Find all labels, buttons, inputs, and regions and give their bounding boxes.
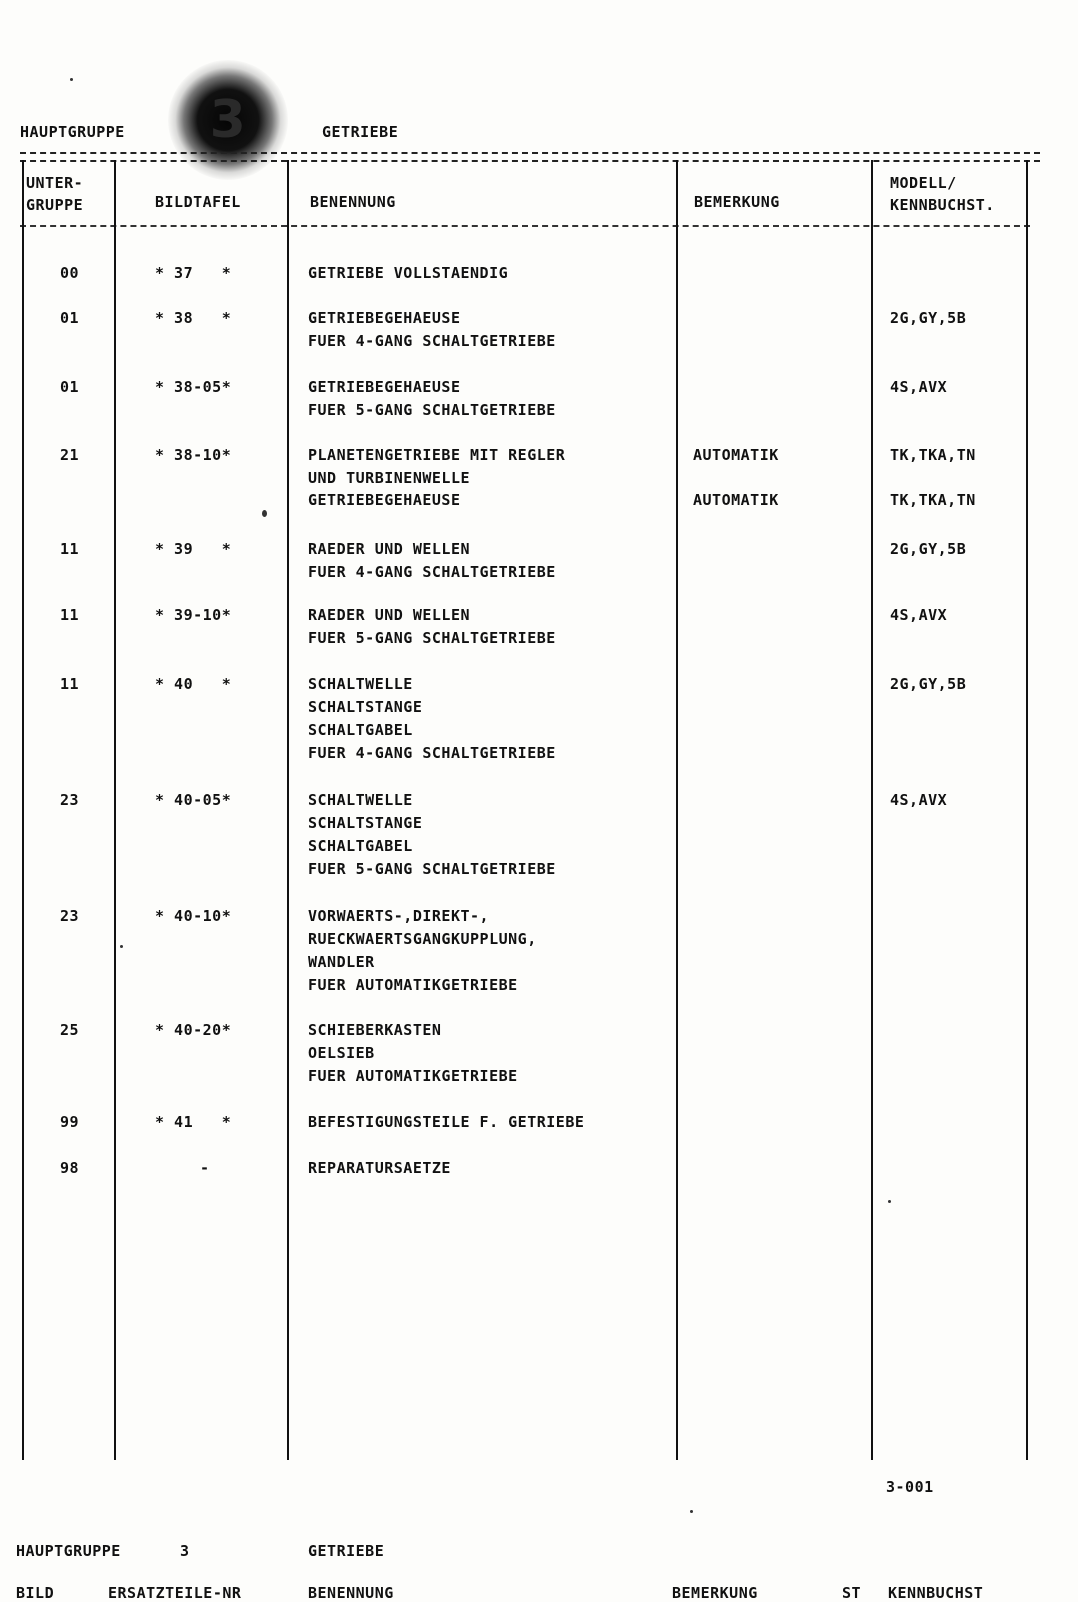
table-row-benennung-line: FUER 4-GANG SCHALTGETRIEBE	[308, 332, 556, 350]
table-row-bildtafel: * 38-05*	[155, 378, 232, 396]
col-header-benennung: BENENNUNG	[310, 193, 396, 211]
table-row-bildtafel: * 40-20*	[155, 1021, 232, 1039]
col-header-untergruppe	[26, 172, 83, 216]
table-rule-right	[1026, 160, 1028, 1460]
col-header-modell	[890, 172, 995, 216]
col-header-modell-line2: KENNBUCHST.	[890, 196, 995, 214]
table-row-bildtafel: * 39-10*	[155, 606, 232, 624]
footer-col-bild: BILD	[16, 1584, 55, 1602]
footer-col-bemerkung: BEMERKUNG	[672, 1584, 758, 1602]
table-row-benennung-line: FUER 5-GANG SCHALTGETRIEBE	[308, 401, 556, 419]
table-row-benennung-line: SCHALTSTANGE	[308, 814, 423, 832]
table-row-gruppe: 01	[60, 309, 80, 327]
table-row-benennung-line: SCHALTGABEL	[308, 721, 413, 739]
scan-speck	[888, 1200, 891, 1203]
table-row-benennung-line: FUER 5-GANG SCHALTGETRIEBE	[308, 629, 556, 647]
table-row-gruppe: 23	[60, 791, 80, 809]
table-row-gruppe: 99	[60, 1113, 80, 1131]
table-row-bildtafel: * 37 *	[155, 264, 232, 282]
table-row-benennung-line: SCHIEBERKASTEN	[308, 1021, 442, 1039]
table-row-modell: 2G,GY,5B	[890, 675, 967, 693]
scan-speck	[262, 510, 267, 517]
table-row-benennung-line: FUER AUTOMATIKGETRIEBE	[308, 976, 518, 994]
table-row-benennung-line: RAEDER UND WELLEN	[308, 540, 471, 558]
table-row-benennung-line: UND TURBINENWELLE	[308, 469, 471, 487]
table-row-gruppe: 21	[60, 446, 80, 464]
table-row-benennung-line: GETRIEBEGEHAEUSE	[308, 309, 461, 327]
header-dashed-rule	[20, 225, 1030, 227]
footer-group-number: 3	[180, 1542, 190, 1560]
table-row-benennung-line: SCHALTWELLE	[308, 791, 413, 809]
col-header-untergruppe-line2: GRUPPE	[26, 196, 84, 214]
table-row-modell: TK,TKA,TN	[890, 446, 976, 464]
footer-group-label: HAUPTGRUPPE	[16, 1542, 121, 1560]
table-row-benennung-line: PLANETENGETRIEBE MIT REGLER	[308, 446, 566, 464]
header-double-rule	[20, 152, 1040, 162]
table-row-gruppe: 11	[60, 675, 80, 693]
table-row-modell: TK,TKA,TN	[890, 491, 976, 509]
table-row-modell: 4S,AVX	[890, 378, 948, 396]
table-row-benennung-line: SCHALTGABEL	[308, 837, 413, 855]
table-row-bildtafel: * 38 *	[155, 309, 232, 327]
table-row-modell: 4S,AVX	[890, 606, 948, 624]
table-row-benennung-line: GETRIEBEGEHAEUSE	[308, 378, 461, 396]
table-row-modell: 2G,GY,5B	[890, 309, 967, 327]
table-row-benennung-line: WANDLER	[308, 953, 375, 971]
table-rule-1	[114, 160, 116, 1460]
table-row-benennung-line: FUER 4-GANG SCHALTGETRIEBE	[308, 744, 556, 762]
table-row-gruppe: 00	[60, 264, 80, 282]
col-header-modell-line1: MODELL/	[890, 174, 957, 192]
table-row-benennung-line: GETRIEBE VOLLSTAENDIG	[308, 264, 509, 282]
table-row-modell: 2G,GY,5B	[890, 540, 967, 558]
footer-group-title: GETRIEBE	[308, 1542, 385, 1560]
table-row-bildtafel: * 39 *	[155, 540, 232, 558]
table-row-benennung-line: GETRIEBEGEHAEUSE	[308, 491, 461, 509]
table-row-benennung-line: BEFESTIGUNGSTEILE F. GETRIEBE	[308, 1113, 585, 1131]
footer-col-st: ST	[842, 1584, 862, 1602]
table-row-benennung-line: REPARATURSAETZE	[308, 1159, 451, 1177]
table-row-benennung-line: FUER AUTOMATIKGETRIEBE	[308, 1067, 518, 1085]
table-row-bildtafel: * 38-10*	[155, 446, 232, 464]
footer-col-ersatzteile: ERSATZTEILE-NR	[108, 1584, 242, 1602]
table-row-benennung-line: FUER 4-GANG SCHALTGETRIEBE	[308, 563, 556, 581]
group-number-badge	[168, 60, 288, 180]
col-header-untergruppe-line1: UNTER-	[26, 174, 84, 192]
col-header-bemerkung: BEMERKUNG	[694, 193, 780, 211]
table-row-bemerkung: AUTOMATIK	[693, 491, 779, 509]
table-row-benennung-line: RUECKWAERTSGANGKUPPLUNG,	[308, 930, 537, 948]
table-row-bildtafel: * 41 *	[155, 1113, 232, 1131]
table-rule-left	[22, 160, 24, 1460]
table-row-benennung-line: RAEDER UND WELLEN	[308, 606, 471, 624]
table-rule-4	[871, 160, 873, 1460]
table-row-modell: 4S,AVX	[890, 791, 948, 809]
group-number-badge-digit: 3	[209, 90, 247, 150]
scan-speck	[70, 78, 73, 81]
header-group-label: HAUPTGRUPPE	[20, 123, 125, 141]
table-row-gruppe: 01	[60, 378, 80, 396]
table-row-bemerkung: AUTOMATIK	[693, 446, 779, 464]
table-row-gruppe: 11	[60, 606, 80, 624]
footer-col-kennbuchst: KENNBUCHST	[888, 1584, 984, 1602]
page-number: 3-001	[886, 1478, 934, 1496]
table-row-bildtafel: * 40-05*	[155, 791, 232, 809]
scan-speck	[120, 945, 123, 948]
table-row-benennung-line: SCHALTSTANGE	[308, 698, 423, 716]
table-row-gruppe: 98	[60, 1159, 80, 1177]
header-group-title: GETRIEBE	[322, 123, 399, 141]
table-row-bildtafel: * 40-10*	[155, 907, 232, 925]
table-row-gruppe: 11	[60, 540, 80, 558]
table-row-gruppe: 25	[60, 1021, 80, 1039]
table-row-gruppe: 23	[60, 907, 80, 925]
table-rule-2	[287, 160, 289, 1460]
table-row-benennung-line: VORWAERTS-,DIREKT-,	[308, 907, 490, 925]
table-row-bildtafel: * 40 *	[155, 675, 232, 693]
col-header-bildtafel: BILDTAFEL	[155, 193, 241, 211]
table-row-benennung-line: OELSIEB	[308, 1044, 375, 1062]
scan-speck	[690, 1510, 693, 1513]
table-rule-3	[676, 160, 678, 1460]
table-row-benennung-line: SCHALTWELLE	[308, 675, 413, 693]
table-row-bildtafel: -	[200, 1159, 210, 1177]
table-row-benennung-line: FUER 5-GANG SCHALTGETRIEBE	[308, 860, 556, 878]
footer-col-benennung: BENENNUNG	[308, 1584, 394, 1602]
